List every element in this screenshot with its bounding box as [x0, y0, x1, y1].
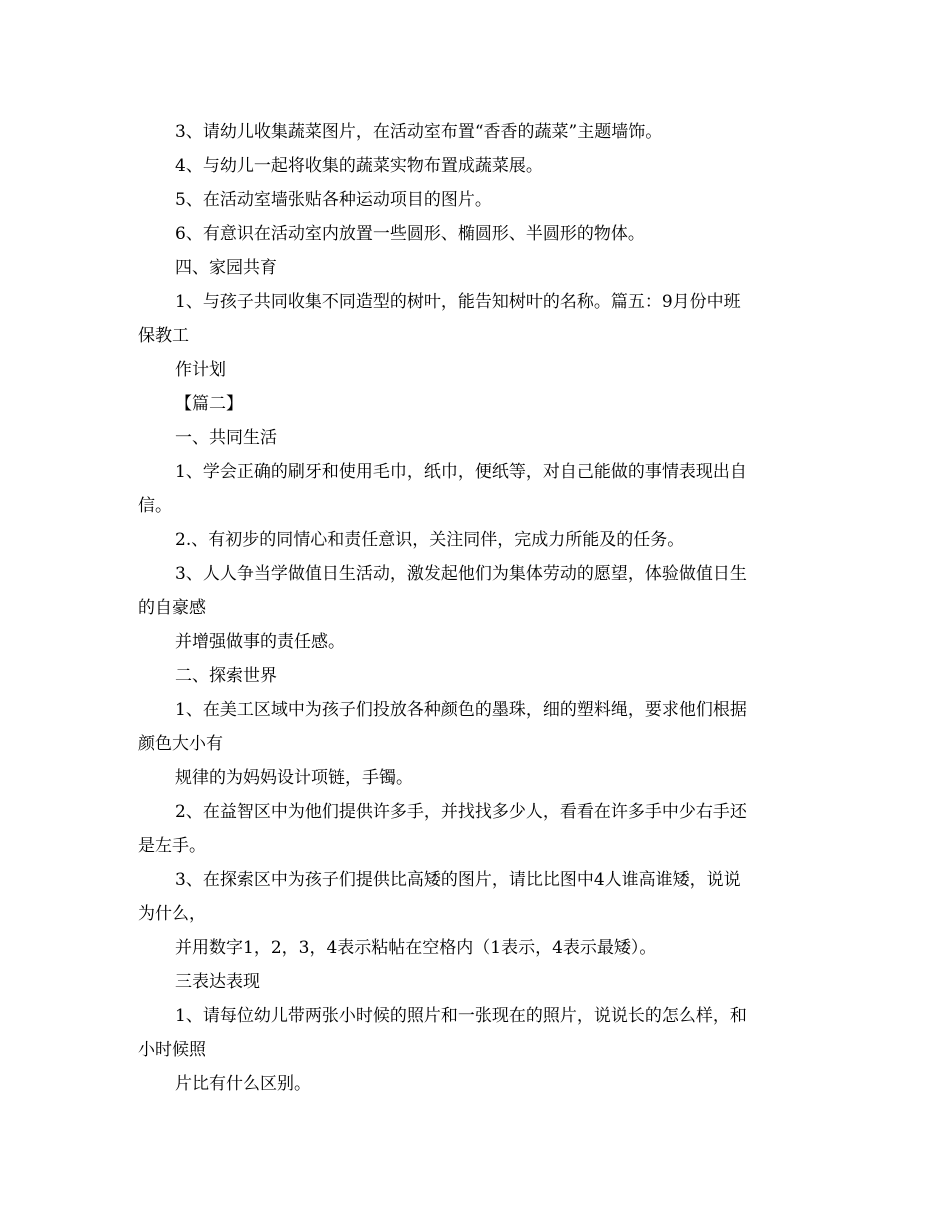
paragraph-line: 1、学会正确的刷牙和使用毛巾，纸巾，便纸等，对自己能做的事情表现出自 [175, 462, 747, 482]
paragraph-line: 6、有意识在活动室内放置一些圆形、椭圆形、半圆形的物体。 [175, 224, 645, 244]
paragraph-line: 是左手。 [138, 836, 206, 856]
paragraph-line: 颜色大小有 [138, 734, 223, 754]
paragraph-line: 【篇二】 [175, 394, 243, 414]
paragraph-line: 规律的为妈妈设计项链，手镯。 [175, 768, 413, 788]
paragraph-line: 为什么， [138, 904, 206, 924]
paragraph-line: 小时候照 [138, 1040, 206, 1060]
paragraph-line: 信。 [138, 496, 172, 516]
paragraph-line: 1、请每位幼儿带两张小时候的照片和一张现在的照片，说说长的怎么样，和 [175, 1006, 747, 1026]
paragraph-line: 并增强做事的责任感。 [175, 632, 345, 652]
paragraph-line: 作计划 [175, 360, 226, 380]
paragraph-line: 2.、有初步的同情心和责任意识，关注同伴，完成力所能及的任务。 [175, 530, 685, 550]
paragraph-line: 并用数字1，2，3，4表示粘帖在空格内（1表示，4表示最矮）。 [175, 938, 657, 958]
paragraph-line: 5、在活动室墙张贴各种运动项目的图片。 [175, 190, 492, 210]
paragraph-line: 三表达表现 [175, 972, 260, 992]
paragraph-line: 3、在探索区中为孩子们提供比高矮的图片，请比比图中4人谁高谁矮，说说 [175, 870, 741, 890]
paragraph-line: 3、请幼儿收集蔬菜图片，在活动室布置“香香的蔬菜”主题墙饰。 [175, 122, 663, 142]
paragraph-line: 的自豪感 [138, 598, 206, 618]
document-body [138, 115, 818, 1101]
paragraph-line: 四、家园共育 [175, 258, 277, 278]
paragraph-line: 1、与孩子共同收集不同造型的树叶，能告知树叶的名称。篇五：9月份中班 [175, 292, 741, 312]
paragraph-line: 一、共同生活 [175, 428, 277, 448]
paragraph-line: 2、在益智区中为他们提供许多手，并找找多少人，看看在许多手中少右手还 [175, 802, 747, 822]
paragraph-line: 4、与幼儿一起将收集的蔬菜实物布置成蔬菜展。 [175, 156, 543, 176]
paragraph-line: 3、人人争当学做值日生活动，激发起他们为集体劳动的愿望，体验做值日生 [175, 564, 747, 584]
paragraph-line: 二、探索世界 [175, 666, 277, 686]
paragraph-line: 保教工 [138, 326, 189, 346]
paragraph-line: 片比有什么区别。 [175, 1074, 311, 1094]
paragraph-line: 1、在美工区域中为孩子们投放各种颜色的墨珠，细的塑料绳，要求他们根据 [175, 700, 747, 720]
